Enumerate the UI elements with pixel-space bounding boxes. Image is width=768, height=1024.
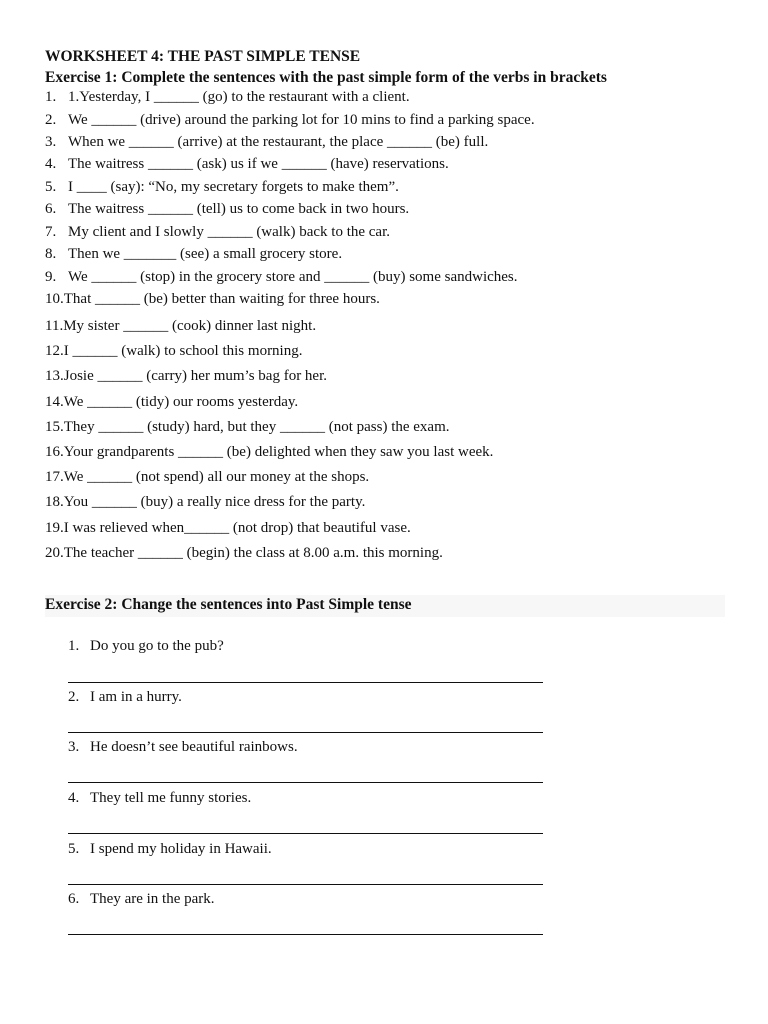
- exercise1-item: [45, 156, 449, 173]
- item-number: 6.: [68, 891, 80, 907]
- item-number: 16.: [45, 444, 64, 460]
- answer-line[interactable]: [68, 782, 543, 783]
- item-text: Then we _______ (see) a small grocery store.: [68, 246, 343, 262]
- item-text: We ______ (tidy) our rooms yesterday.: [63, 394, 299, 410]
- exercise1-item: [45, 246, 342, 263]
- item-text: You ______ (buy) a really nice dress for the party.: [63, 494, 366, 510]
- item-number: 10.: [45, 291, 64, 307]
- item-number: 4.: [68, 790, 80, 806]
- item-number: 19.: [45, 520, 64, 536]
- item-number: 11.: [45, 318, 64, 334]
- item-number: 5.: [68, 841, 80, 857]
- answer-line[interactable]: [68, 682, 543, 683]
- item-text: We ______ (stop) in the grocery store and ______ (buy) some sandwiches.: [68, 269, 518, 285]
- item-number: 4.: [45, 156, 57, 172]
- item-text: The waitress ______ (tell) us to come back in two hours.: [68, 201, 410, 217]
- item-text: They tell me funny stories.: [90, 790, 252, 806]
- item-text: I ____ (say): “No, my secretary forgets to make them”.: [68, 179, 399, 195]
- exercise2-item: [68, 739, 668, 756]
- exercise2-instruction: Exercise 2: Change the sentences into Past Simple tense: [45, 595, 725, 617]
- exercise1-item: [45, 343, 302, 360]
- item-number: 2.: [45, 112, 57, 128]
- answer-line[interactable]: [68, 884, 543, 885]
- worksheet-title: WORKSHEET 4: THE PAST SIMPLE TENSE: [45, 48, 361, 65]
- answer-line[interactable]: [68, 934, 543, 935]
- exercise1-item: [45, 89, 410, 106]
- exercise1-item: [45, 179, 399, 196]
- item-number: 14.: [45, 394, 64, 410]
- exercise2-item: [68, 689, 668, 706]
- item-text: Do you go to the pub?: [90, 638, 224, 654]
- item-number: 3.: [68, 739, 80, 755]
- item-number: 12.: [45, 343, 64, 359]
- item-text: The teacher ______ (begin) the class at 8.00 a.m. this morning.: [63, 545, 443, 561]
- exercise1-item: [45, 419, 450, 436]
- answer-line[interactable]: [68, 833, 543, 834]
- exercise2-item: [68, 841, 668, 858]
- exercise1-item: [45, 394, 298, 411]
- item-text: Josie ______ (carry) her mum’s bag for her.: [63, 368, 328, 384]
- exercise1-item: [45, 318, 316, 335]
- item-text: I was relieved when______ (not drop) that beautiful vase.: [63, 520, 411, 536]
- exercise1-item: [45, 291, 380, 308]
- exercise2-item: [68, 790, 668, 807]
- item-text: We ______ (drive) around the parking lot for 10 mins to find a parking space.: [68, 112, 535, 128]
- item-text: They ______ (study) hard, but they ______ (not pass) the exam.: [63, 419, 450, 435]
- exercise2-item: [68, 638, 668, 655]
- item-number: 17.: [45, 469, 64, 485]
- item-text: My client and I slowly ______ (walk) back to the car.: [68, 224, 391, 240]
- item-number: 18.: [45, 494, 64, 510]
- item-number: 8.: [45, 246, 57, 262]
- item-number: 1.: [68, 638, 80, 654]
- item-number: 1.: [45, 89, 57, 105]
- item-text: My sister ______ (cook) dinner last night.: [63, 318, 317, 334]
- exercise2-item: [68, 891, 668, 908]
- exercise1-item: [45, 520, 411, 537]
- exercise1-item: [45, 444, 493, 461]
- item-text: We ______ (not spend) all our money at the shops.: [63, 469, 370, 485]
- exercise1-item: [45, 224, 390, 241]
- item-text: Your grandparents ______ (be) delighted when they saw you last week.: [63, 444, 494, 460]
- item-text: I spend my holiday in Hawaii.: [90, 841, 272, 857]
- item-text: He doesn’t see beautiful rainbows.: [90, 739, 298, 755]
- item-text: I am in a hurry.: [90, 689, 182, 705]
- exercise1-item: [45, 469, 369, 486]
- exercise1-item: [45, 134, 488, 151]
- item-number: 20.: [45, 545, 64, 561]
- item-text: That ______ (be) better than waiting for three hours.: [63, 291, 380, 307]
- exercise1-item: [45, 201, 409, 218]
- item-text: I ______ (walk) to school this morning.: [63, 343, 303, 359]
- answer-line[interactable]: [68, 732, 543, 733]
- item-text: They are in the park.: [90, 891, 215, 907]
- exercise1-item: [45, 368, 327, 385]
- item-text: When we ______ (arrive) at the restaurant, the place ______ (be) full.: [68, 134, 489, 150]
- item-number: 2.: [68, 689, 80, 705]
- item-number: 13.: [45, 368, 64, 384]
- exercise1-item: [45, 112, 535, 129]
- item-number: 9.: [45, 269, 57, 285]
- item-number: 3.: [45, 134, 57, 150]
- item-number: 15.: [45, 419, 64, 435]
- item-text: The waitress ______ (ask) us if we ______ (have) reservations.: [68, 156, 449, 172]
- exercise1-instruction: Exercise 1: Complete the sentences with the past simple form of the verbs in brackets: [45, 69, 607, 86]
- exercise1-item: [45, 494, 365, 511]
- item-number: 7.: [45, 224, 57, 240]
- item-number: 5.: [45, 179, 57, 195]
- exercise1-item: [45, 545, 443, 562]
- item-number: 6.: [45, 201, 57, 217]
- exercise1-item: [45, 269, 518, 286]
- item-text: 1.Yesterday, I ______ (go) to the restaurant with a client.: [68, 89, 410, 105]
